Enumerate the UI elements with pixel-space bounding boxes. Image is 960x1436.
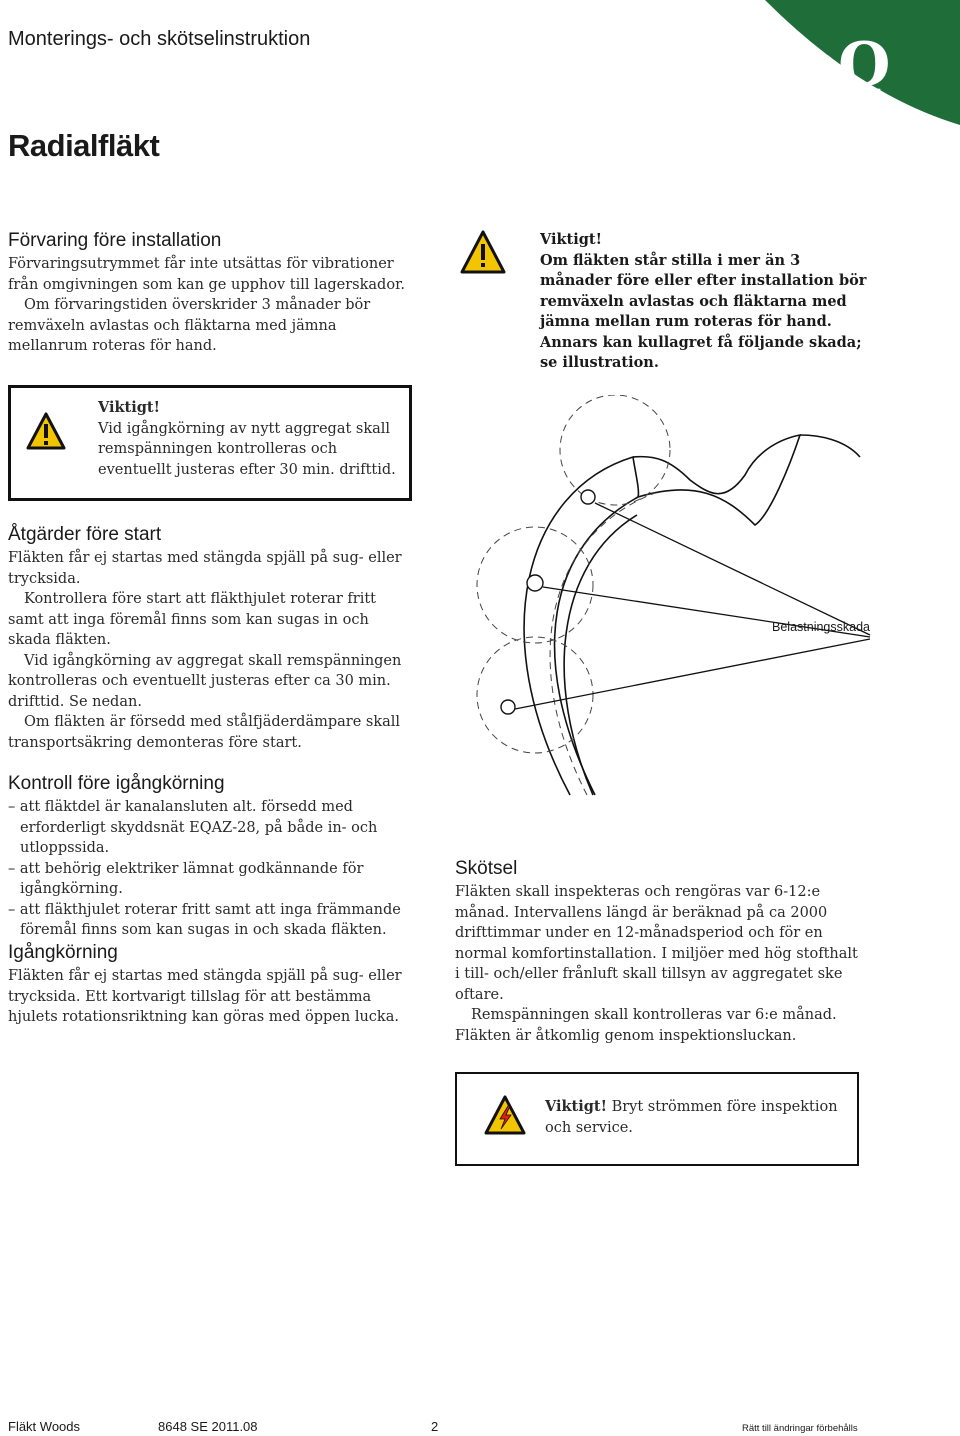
check-item-1: – att fläktdel är kanalansluten alt. försedd med erforderligt skyddsnät EQAZ-28, på både in- och utloppssida. (8, 799, 378, 856)
before-start-paragraph-1: Fläkten får ej startas med stängda spjäll på sug- eller trycksida. (8, 550, 402, 587)
warning-power-label: Viktigt! (545, 1098, 607, 1115)
before-start-paragraph-4: Om fläkten är försedd med stålfjäderdämpare skall transportsäkring demonteras före start. (8, 714, 401, 751)
check-section (8, 773, 413, 941)
care-paragraph-2: Remspänningen skall kontrolleras var 6:e månad. Fläkten är åtkomlig genom inspektionsluckan. (455, 1007, 837, 1044)
eq-logo (765, 0, 960, 125)
startup-section (8, 942, 413, 1028)
warning-power-text: Bryt strömmen före inspektion och service. (545, 1099, 838, 1136)
check-item-2: – att behörig elektriker lämnat godkännande för igångkörning. (8, 860, 364, 897)
header-title: Monterings- och skötselinstruktion (8, 28, 311, 50)
warning-bearing-label: Viktigt! (540, 231, 602, 248)
footer-rights: Rätt till ändringar förbehålls (742, 1423, 858, 1434)
footer-brand: Fläkt Woods (8, 1419, 81, 1434)
storage-heading: Förvaring före installation (8, 230, 222, 251)
care-paragraph-1: Fläkten skall inspekteras och rengöras var 6-12:e månad. Intervallens längd är beräknad på ca 2000 drifttimmar under en 12-månadsperiod och för en normal komfortinstallation. I miljöer med hög stofthalt i till- och/eller frånluft skall tillsyn av aggregatet ske oftare. (455, 884, 858, 1003)
warning-bearing-text: Om fläkten står stilla i mer än 3 månader före eller efter installation bör remväxeln avlastas och fläktarna med jämna mellan rum roteras för hand. Annars kan kullagret få följande skada; se illustration. (540, 251, 867, 371)
warning-triangle-icon (26, 412, 66, 450)
warning-belt-label: Viktigt! (98, 399, 160, 416)
before-start-heading: Åtgärder före start (8, 524, 162, 545)
care-heading: Skötsel (455, 858, 518, 879)
storage-paragraph-2: Om förvaringstiden överskrider 3 månader bör remväxeln avlastas och fläktarna med jämna mellanrum roteras för hand. (8, 297, 371, 354)
warning-belt-text: Vid igångkörning av nytt aggregat skall remspänningen kontrolleras och eventuellt justeras efter 30 min. drifttid. (98, 420, 396, 478)
check-heading: Kontroll före igångkörning (8, 773, 225, 794)
page-title: Radialfläkt (8, 128, 160, 163)
warning-bearing (540, 230, 870, 374)
bearing-damage-diagram (455, 395, 960, 835)
startup-paragraph-1: Fläkten får ej startas med stängda spjäll på sug- eller trycksida. Ett kortvarigt tillslag för att bestämma hjulets rotationsriktning kan göras med öppen lucka. (8, 968, 402, 1025)
warning-triangle-icon (460, 230, 506, 274)
before-start-section (8, 524, 413, 753)
warning-belt (98, 398, 398, 480)
footer-page-number: 2 (431, 1419, 439, 1434)
before-start-paragraph-3: Vid igångkörning av aggregat skall remspänningen kontrolleras och eventuellt justeras efter ca 30 min. drifttid. Se nedan. (8, 652, 402, 710)
storage-section (8, 230, 413, 357)
footer-doc-number: 8648 SE 2011.08 (158, 1419, 258, 1434)
before-start-paragraph-2: Kontrollera före start att fläkthjulet roterar fritt samt att inga föremål finns som kan sugas in och skada fläkten. (8, 591, 376, 648)
warning-power (545, 1097, 845, 1138)
storage-paragraph-1: Förvaringsutrymmet får inte utsättas för vibrationer från omgivningen som kan ge upphov till lagerskador. (8, 256, 406, 293)
diagram-label: Belastningsskada (772, 620, 870, 634)
startup-heading: Igångkörning (8, 942, 118, 963)
electric-hazard-icon (484, 1095, 526, 1135)
care-section (455, 858, 860, 1046)
logo-text: eQ (800, 30, 891, 100)
check-item-3: – att fläkthjulet roterar fritt samt att inga främmande föremål finns som kan sugas in och skada fläkten. (8, 901, 401, 938)
